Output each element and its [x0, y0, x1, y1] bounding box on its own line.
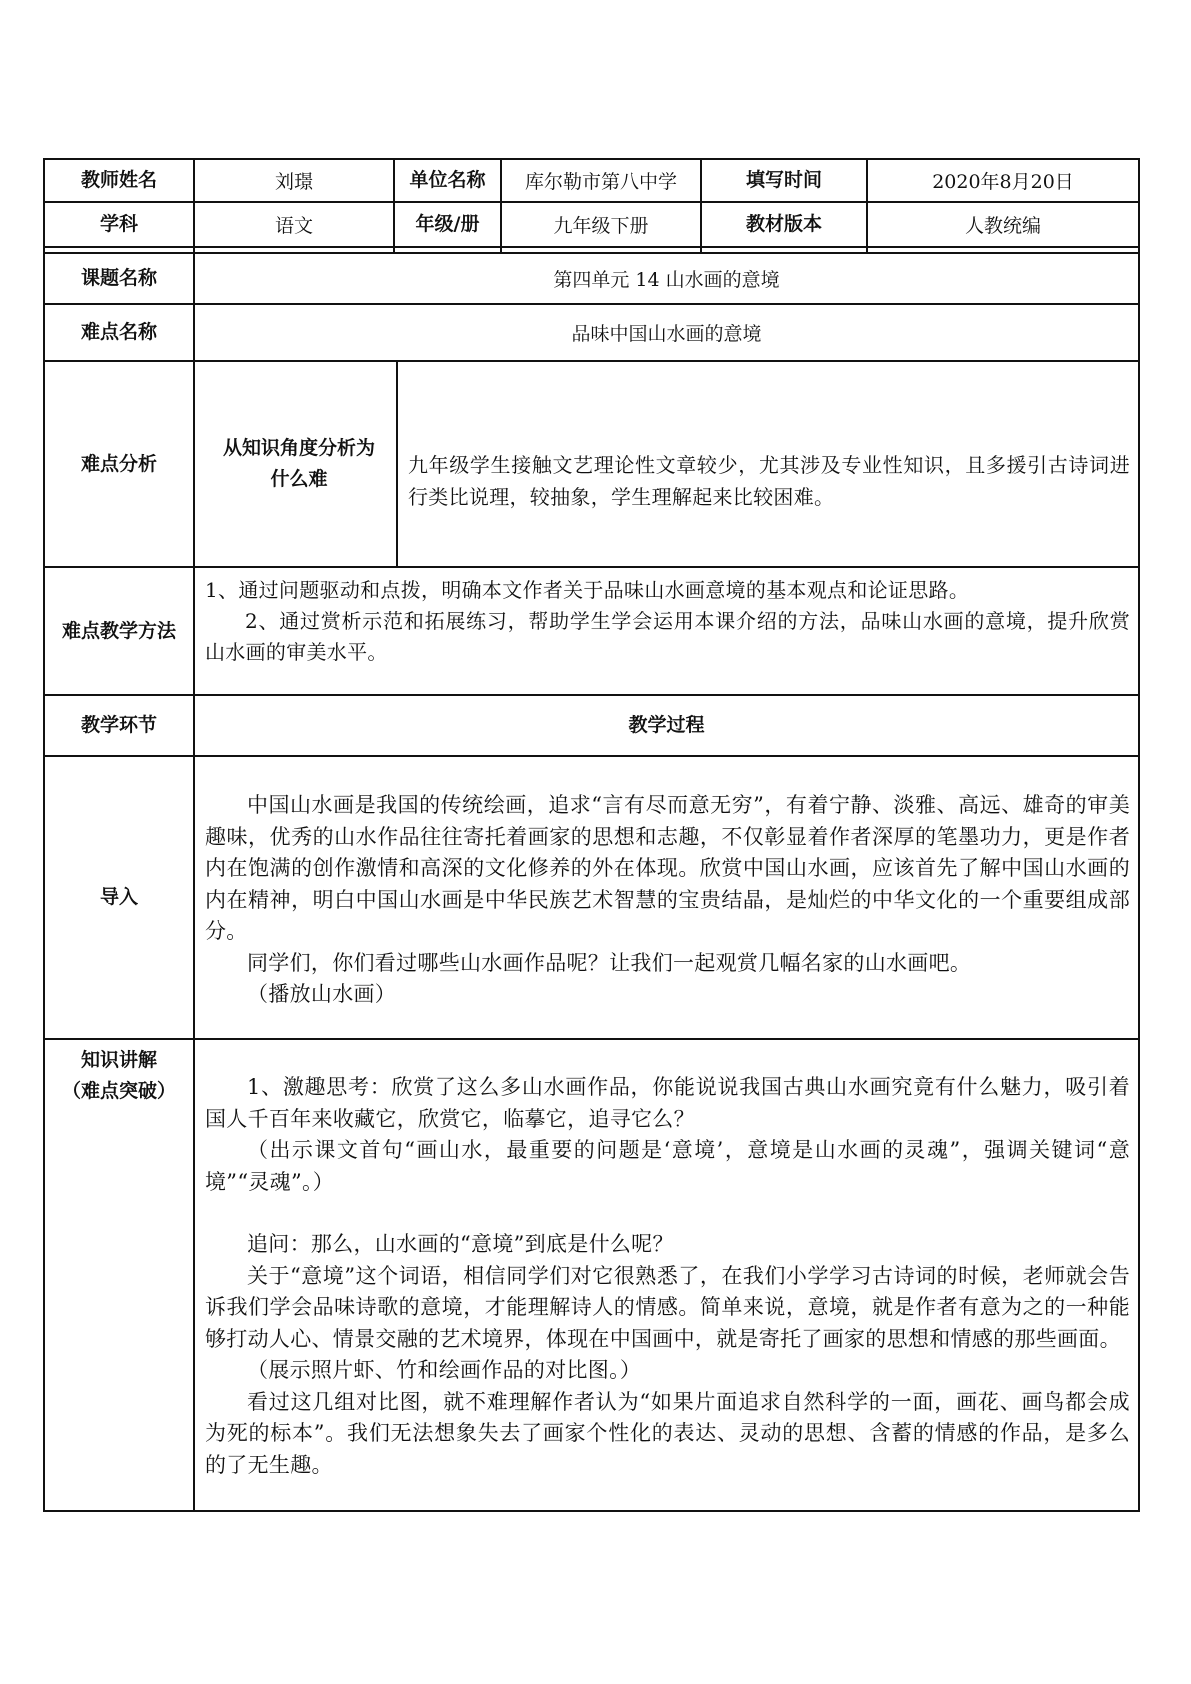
fill-date-label: 填写时间: [745, 169, 822, 191]
knowledge-label-line-1: 知识讲解: [80, 1049, 157, 1071]
teacher-name-label: 教师姓名: [80, 169, 157, 191]
teacher-name-value: 刘璟: [274, 171, 313, 193]
knowledge-label-line-2: （难点突破）: [61, 1080, 176, 1102]
process-stage-label: 教学环节: [80, 714, 157, 736]
rule: [396, 360, 398, 568]
analysis-sub-label: 从知识角度分析为什么难: [222, 437, 375, 490]
topic-label: 课题名称: [80, 267, 157, 289]
method-item-2: 2、通过赏析示范和拓展练习，帮助学生学会运用本课介绍的方法，品味山水画的意境，提升欣赏山水画的审美水平。: [205, 609, 1130, 664]
unit-name-value: 库尔勒市第八中学: [524, 171, 677, 193]
rule: [43, 1038, 1140, 1040]
process-header: 教学过程: [628, 714, 705, 736]
rule: [43, 566, 1140, 568]
rule: [43, 1510, 1140, 1512]
subject-label: 学科: [99, 213, 138, 235]
knowledge-paragraph-4: 关于“意境”这个词语，相信同学们对它很熟悉了，在我们小学学习古诗词的时候，老师就会告诉我们学会品味诗歌的意境，才能理解诗人的情感。简单来说，意境，就是作者有意为之的一种能够打动人心、情景交融的艺术境界，体现在中国画中，就是寄托了画家的思想和情感的那些画面。: [205, 1263, 1130, 1351]
analysis-label: 难点分析: [80, 452, 157, 475]
rule: [43, 755, 1140, 757]
rule: [193, 158, 195, 1512]
intro-text: [205, 790, 1130, 1011]
knowledge-paragraph-1: 1、激趣思考：欣赏了这么多山水画作品，你能说说我国古典山水画究竟有什么魅力，吸引着国人千百年来收藏它，欣赏它，临摹它，追寻它么？: [205, 1075, 1130, 1131]
knowledge-text: [205, 1072, 1130, 1481]
difficulty-value: 品味中国山水画的意境: [571, 323, 762, 345]
intro-paragraph-1: 中国山水画是我国的传统绘画，追求“言有尽而意无穷”，有着宁静、淡雅、高远、雄奇的审美趣味，优秀的山水作品往往寄托着画家的思想和志趣，不仅彰显着作者深厚的笔墨功力，更是作者内在饱满的创作激情和高深的文化修养的外在体现。欣赏中国山水画，应该首先了解中国山水画的内在精神，明白中国山水画是中华民族艺术智慧的宝贵结晶，是灿烂的中华文化的一个重要组成部分。: [205, 793, 1130, 943]
method-text: [205, 575, 1130, 668]
knowledge-label: [45, 1044, 193, 1108]
rule: [43, 246, 1140, 248]
analysis-paragraph: 九年级学生接触文艺理论性文章较少，尤其涉及专业性知识，且多援引古诗词进行类比说理，较抽象，学生理解起来比较困难。: [408, 453, 1130, 509]
intro-paragraph-2: 同学们，你们看过哪些山水画作品呢？让我们一起观赏几幅名家的山水画吧。: [247, 950, 972, 975]
rule: [43, 360, 1140, 362]
fill-date-value: 2020年8月20日: [932, 171, 1074, 193]
rule: [1138, 158, 1140, 1512]
subject-value: 语文: [274, 215, 313, 237]
textbook-value: 人教统编: [964, 215, 1041, 237]
knowledge-paragraph-2: （出示课文首句“画山水，最重要的问题是‘意境’，意境是山水画的灵魂”，强调关键词“意境”“灵魂”。）: [205, 1138, 1130, 1194]
grade-label: 年级/册: [415, 213, 480, 235]
textbook-label: 教材版本: [745, 213, 822, 235]
analysis-text: [408, 450, 1130, 513]
topic-value: 第四单元 14 山水画的意境: [553, 269, 780, 291]
knowledge-paragraph-5: （展示照片虾、竹和绘画作品的对比图。）: [247, 1358, 642, 1382]
method-label: 难点教学方法: [61, 619, 176, 642]
knowledge-paragraph-3: 追问：那么，山水画的“意境”到底是什么呢？: [247, 1232, 674, 1256]
intro-paragraph-3: （播放山水画）: [247, 982, 397, 1006]
knowledge-paragraph-6: 看过这几组对比图，就不难理解作者认为“如果片面追求自然科学的一面，画花、画鸟都会成为死的标本”。我们无法想象失去了画家个性化的表达、灵动的思想、含蓄的情感的作品，是多么的了无生趣。: [205, 1389, 1130, 1477]
difficulty-label: 难点名称: [80, 321, 157, 343]
intro-label: 导入: [99, 886, 138, 908]
unit-name-label: 单位名称: [409, 169, 486, 191]
grade-value: 九年级下册: [553, 215, 649, 237]
method-item-1: 1、通过问题驱动和点拨，明确本文作者关于品味山水画意境的基本观点和论证思路。: [205, 578, 970, 602]
